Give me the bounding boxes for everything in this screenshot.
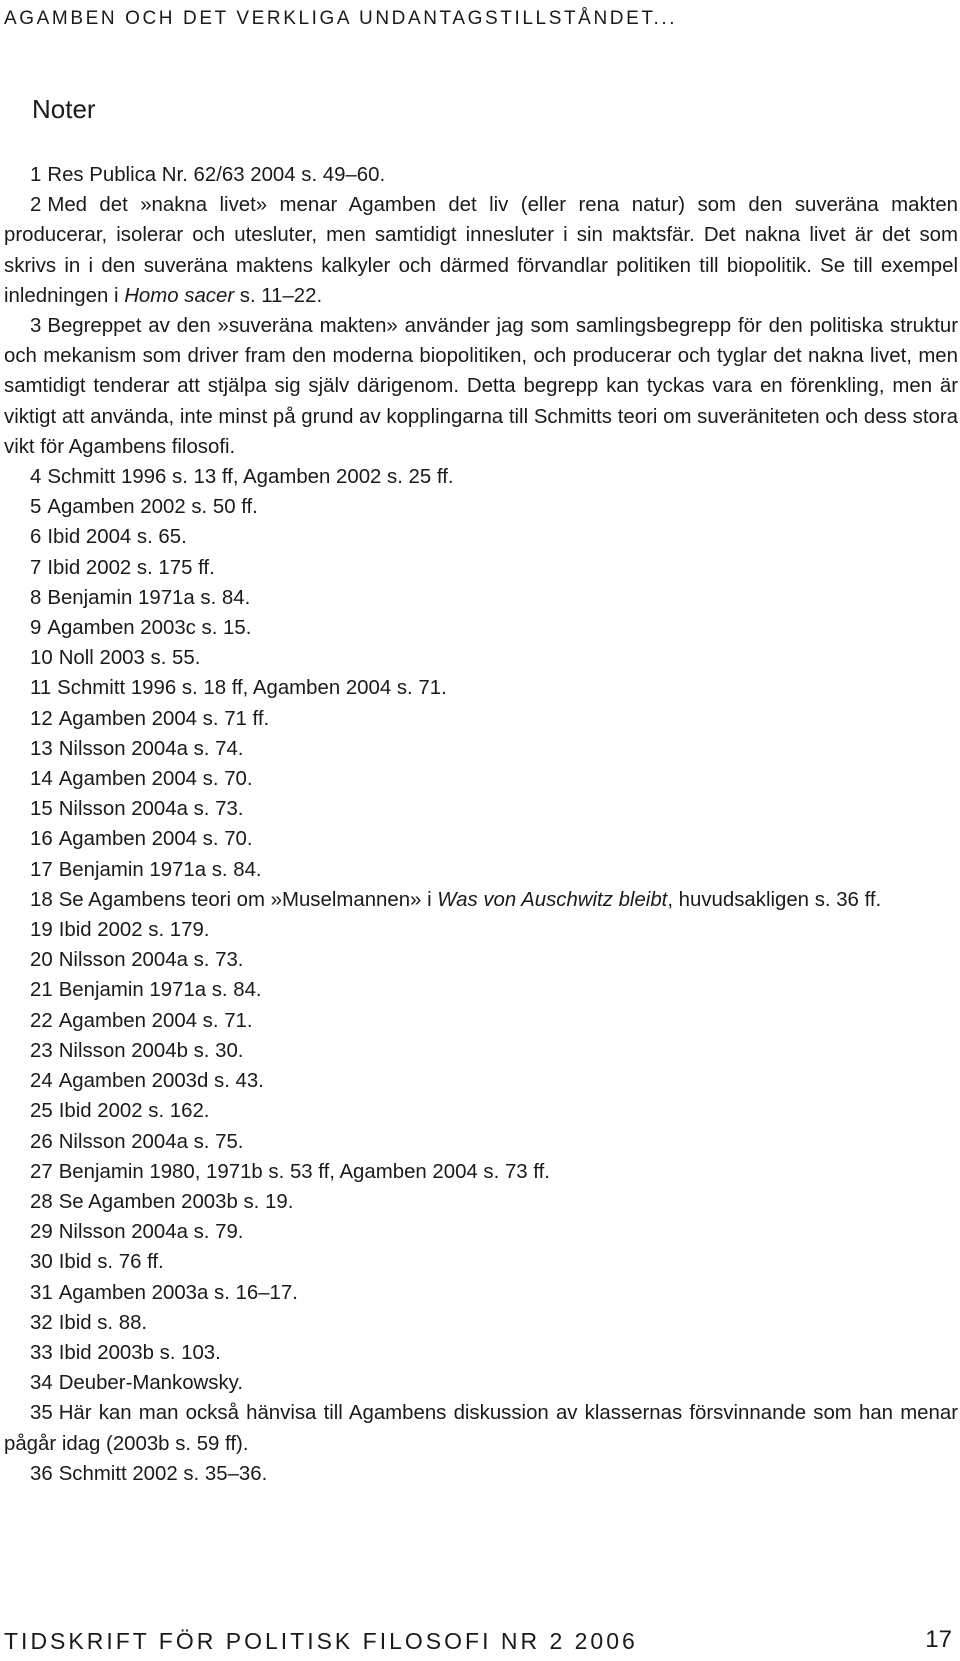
note-number: 2	[30, 194, 42, 217]
note-item	[4, 462, 958, 492]
journal-footer: TIDSKRIFT FÖR POLITISK FILOSOFI NR 2 2006	[4, 1628, 638, 1654]
note-number: 18	[30, 888, 53, 911]
note-item	[4, 1278, 958, 1308]
note-text-after: s. 11–22.	[234, 284, 323, 307]
note-item	[4, 885, 958, 915]
note-text: Nilsson 2004a s. 73.	[58, 798, 244, 821]
note-number: 24	[30, 1070, 53, 1093]
note-text: Ibid 2002 s. 175 ff.	[47, 556, 215, 579]
note-text: Ibid 2004 s. 65.	[47, 526, 187, 549]
note-item	[4, 553, 958, 583]
note-number: 21	[30, 979, 53, 1002]
note-text: Res Publica Nr. 62/63 2004 s. 49–60.	[47, 164, 386, 186]
note-number: 29	[30, 1221, 53, 1244]
note-text: Schmitt 1996 s. 18 ff, Agamben 2004 s. 71.	[57, 677, 447, 700]
note-item	[4, 643, 958, 673]
note-number: 19	[30, 919, 53, 942]
note-number: 4	[30, 466, 42, 489]
note-item	[4, 673, 958, 703]
note-item	[4, 1187, 958, 1217]
note-item	[4, 1096, 958, 1126]
note-item	[4, 1368, 958, 1398]
note-number: 28	[30, 1190, 53, 1213]
note-text: Nilsson 2004a s. 79.	[58, 1221, 244, 1244]
note-text: Se Agambens teori om »Muselmannen» i	[58, 888, 438, 911]
note-number: 36	[30, 1462, 53, 1485]
note-item	[4, 492, 958, 522]
note-text: Nilsson 2004a s. 75.	[58, 1130, 244, 1153]
note-text: Ibid 2002 s. 179.	[58, 919, 210, 942]
note-text: Agamben 2004 s. 70.	[58, 828, 253, 851]
note-text: Nilsson 2004a s. 73.	[58, 949, 244, 972]
note-text: Agamben 2004 s. 71 ff.	[58, 707, 270, 730]
note-item	[4, 311, 958, 462]
note-text: Ibid 2002 s. 162.	[58, 1100, 210, 1123]
note-number: 25	[30, 1100, 53, 1123]
note-text: Noll 2003 s. 55.	[58, 647, 201, 670]
note-text: Ibid s. 88.	[58, 1311, 148, 1334]
note-number: 32	[30, 1311, 53, 1334]
note-title-italic: Homo sacer	[124, 284, 235, 307]
note-text: Benjamin 1971a s. 84.	[58, 979, 262, 1002]
note-number: 11	[30, 677, 52, 700]
note-item	[4, 1398, 958, 1458]
note-text: Agamben 2003d s. 43.	[58, 1070, 264, 1093]
note-number: 27	[30, 1160, 53, 1183]
note-number: 12	[30, 707, 53, 730]
note-text: Se Agamben 2003b s. 19.	[58, 1190, 294, 1213]
note-number: 8	[30, 586, 42, 609]
page-number: 17	[925, 1626, 952, 1653]
note-number: 1	[30, 164, 42, 186]
note-item	[4, 1066, 958, 1096]
note-text: Benjamin 1971a s. 84.	[58, 858, 262, 881]
note-number: 14	[30, 768, 53, 791]
note-text: Ibid 2003b s. 103.	[58, 1341, 221, 1364]
note-text: Nilsson 2004b s. 30.	[58, 1039, 244, 1062]
note-item	[4, 1338, 958, 1368]
note-text: Benjamin 1980, 1971b s. 53 ff, Agamben 2004 s. 73 ff.	[58, 1160, 550, 1183]
note-number: 15	[30, 798, 53, 821]
note-item	[4, 1006, 958, 1036]
note-number: 30	[30, 1251, 53, 1274]
note-item	[4, 975, 958, 1005]
note-text: Schmitt 1996 s. 13 ff, Agamben 2002 s. 25 ff.	[47, 466, 454, 489]
note-item	[4, 915, 958, 945]
note-number: 7	[30, 556, 42, 579]
note-number: 9	[30, 617, 42, 640]
note-item	[4, 522, 958, 552]
note-text: Benjamin 1971a s. 84.	[47, 586, 251, 609]
note-number: 35	[30, 1402, 53, 1425]
note-text: Begreppet av den »suveräna makten» använder jag som samlingsbegrepp för den politiska struktur och mekanism som driver fram den moderna biopolitiken, och producerar och tyglar det nakna livet, men samtidigt tenderar att stjälpa sig själv därigenom. Detta begrepp kan tyckas vara en förenkling, men är viktigt att använda, inte minst på grund av kopplingarna till Schmitts teori om suveräniteten och dess stora vikt för Agambens filosofi.	[4, 315, 958, 458]
note-number: 16	[30, 828, 53, 851]
note-number: 31	[30, 1281, 53, 1304]
note-item	[4, 794, 958, 824]
note-item	[4, 764, 958, 794]
note-item	[4, 824, 958, 854]
note-item	[4, 1036, 958, 1066]
note-item	[4, 1217, 958, 1247]
note-text: Nilsson 2004a s. 74.	[58, 737, 244, 760]
note-number: 13	[30, 737, 53, 760]
note-number: 20	[30, 949, 53, 972]
note-number: 34	[30, 1372, 53, 1395]
note-number: 10	[30, 647, 53, 670]
note-item	[4, 1247, 958, 1277]
note-number: 22	[30, 1009, 53, 1032]
note-number: 23	[30, 1039, 53, 1062]
note-item	[4, 190, 958, 311]
note-number: 6	[30, 526, 42, 549]
note-item	[4, 613, 958, 643]
note-title-italic: Was von Auschwitz bleibt	[437, 888, 668, 911]
note-text: Ibid s. 76 ff.	[58, 1251, 164, 1274]
note-text: Agamben 2004 s. 70.	[58, 768, 253, 791]
note-text-after: , huvudsakligen s. 36 ff.	[667, 888, 882, 911]
note-number: 17	[30, 858, 53, 881]
note-item	[4, 1308, 958, 1338]
notes-heading: Noter	[32, 94, 96, 124]
note-item	[4, 1127, 958, 1157]
note-number: 3	[30, 315, 42, 338]
note-text: Deuber-Mankowsky.	[58, 1372, 244, 1395]
note-text: Agamben 2003c s. 15.	[47, 617, 252, 640]
note-text: Schmitt 2002 s. 35–36.	[58, 1462, 268, 1485]
note-item	[4, 704, 958, 734]
note-number: 26	[30, 1130, 53, 1153]
notes-list	[4, 160, 958, 1489]
note-item	[4, 1157, 958, 1187]
note-item	[4, 583, 958, 613]
note-number: 5	[30, 496, 42, 519]
note-text: Agamben 2003a s. 16–17.	[58, 1281, 298, 1304]
note-text: Här kan man också hänvisa till Agambens diskussion av klassernas försvinnande som han menar pågår idag (2003b s. 59 ff).	[4, 1402, 958, 1455]
note-number: 33	[30, 1341, 53, 1364]
note-item	[4, 945, 958, 975]
note-item	[4, 734, 958, 764]
note-item	[4, 160, 958, 190]
note-text: Agamben 2004 s. 71.	[58, 1009, 253, 1032]
note-text: Agamben 2002 s. 50 ff.	[47, 496, 258, 519]
note-item	[4, 855, 958, 885]
note-item	[4, 1459, 958, 1489]
running-head: AGAMBEN OCH DET VERKLIGA UNDANTAGSTILLSTÅNDET...	[4, 8, 678, 29]
note-text: Med det »nakna livet» menar Agamben det liv (eller rena natur) som den suveräna makten producerar, isolerar och utesluter, men samtidigt innesluter i sin maktsfär. Det nakna livet är det som skrivs in i den suveräna maktens kalkyler och därmed förvandlar politiken till biopolitik. Se till exempel inledningen i	[4, 194, 958, 307]
